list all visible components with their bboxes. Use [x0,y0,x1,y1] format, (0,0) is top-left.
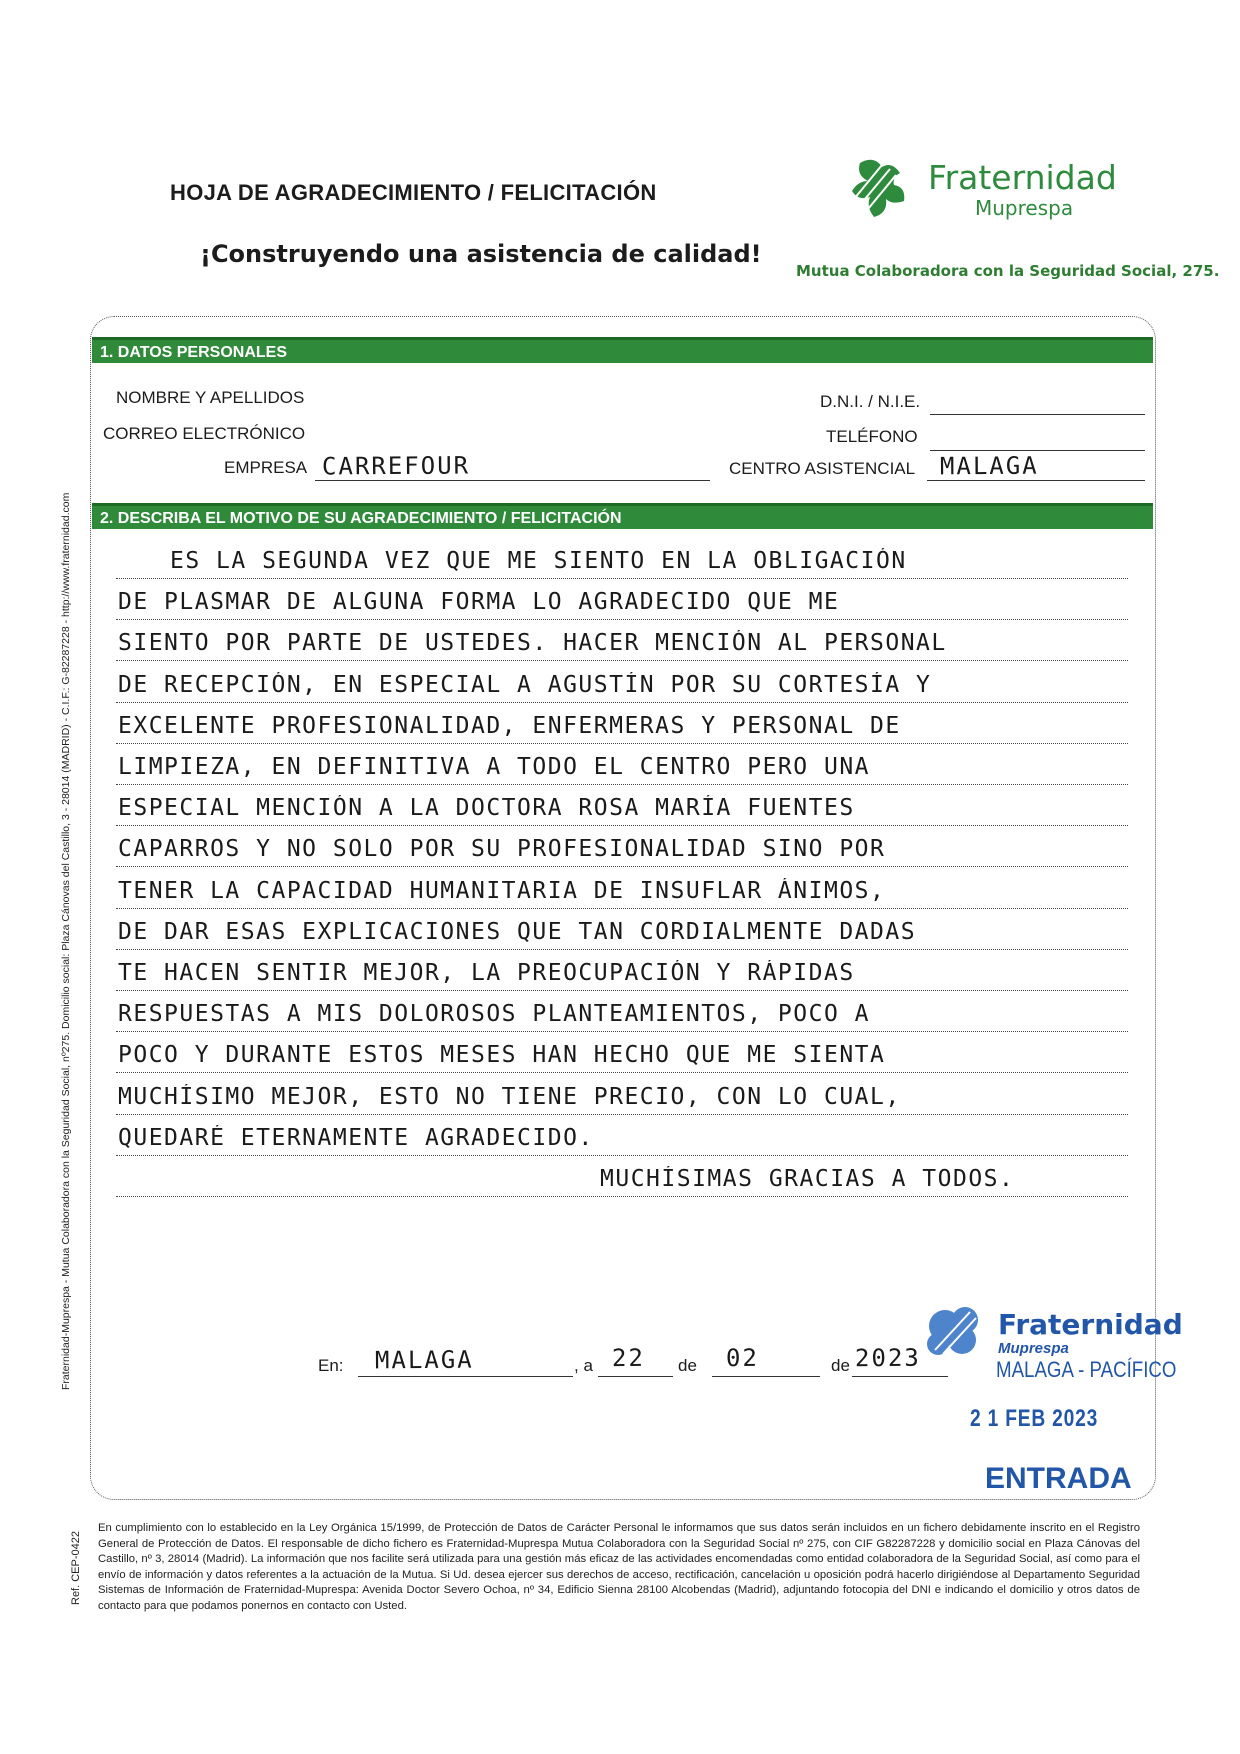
correo-label: CORREO ELECTRÓNICO [103,424,306,443]
month-line [712,1376,820,1377]
centro-value[interactable]: MALAGA [939,451,1039,481]
city-line [358,1376,573,1377]
mutua-caption: Mutua Colaboradora con la Seguridad Social, 275. [796,262,1220,280]
year-line [852,1376,948,1377]
en-label: En: [318,1356,344,1375]
message-line: ES LA SEGUNDA VEZ QUE ME SIENTO EN LA OBLIGACIÓN [170,548,907,574]
fraternidad-logo-icon [830,155,925,230]
stamp-logo-icon [910,1298,1000,1368]
message-line: EXCELENTE PROFESIONALIDAD, ENFERMERAS Y PERSONAL DE [118,713,901,739]
reference-code: Ref. CEP-0422 [70,1531,82,1605]
ruled-line [116,660,1128,661]
message-line: DE DAR ESAS EXPLICACIONES QUE TAN CORDIALMENTE DADAS [118,919,917,945]
nombre-label: NOMBRE Y APELLIDOS [116,388,305,407]
stamp-date: 2 1 FEB 2023 [970,1405,1099,1432]
ruled-line [116,702,1128,703]
message-line: MUCHÍSIMAS GRACIAS A TODOS. [600,1166,1015,1192]
message-line: TE HACEN SENTIR MEJOR, LA PREOCUPACIÓN Y RÁPIDAS [118,960,855,986]
de1-label: de [678,1356,697,1375]
day-line [598,1376,673,1377]
message-line: DE RECEPCIÓN, EN ESPECIAL A AGUSTÍN POR SU CORTESÍA Y [118,672,932,698]
month-value[interactable]: 02 [725,1343,760,1373]
telefono-label: TELÉFONO [826,427,918,446]
section2-heading: 2. DESCRIBA EL MOTIVO DE SU AGRADECIMIENTO / FELICITACIÓN [92,503,1153,529]
message-line: DE PLASMAR DE ALGUNA FORMA LO AGRADECIDO QUE ME [118,589,840,615]
message-line: ESPECIAL MENCIÓN A LA DOCTORA ROSA MARÍA FUENTES [118,795,855,821]
message-line: SIENTO POR PARTE DE USTEDES. HACER MENCIÓN AL PERSONAL [118,630,947,656]
ruled-line [116,1114,1128,1115]
ruled-line [116,1155,1128,1156]
stamp-sub: Muprespa [998,1340,1069,1357]
ruled-line [116,825,1128,826]
ruled-line [116,784,1128,785]
ruled-line [116,1031,1128,1032]
ruled-line [116,1196,1128,1197]
message-line: POCO Y DURANTE ESTOS MESES HAN HECHO QUE ME SIENTA [118,1042,886,1068]
empresa-label: EMPRESA [224,458,308,477]
centro-label: CENTRO ASISTENCIAL [729,459,916,478]
de2-label: de [831,1356,850,1375]
message-line: RESPUESTAS A MIS DOLOROSOS PLANTEAMIENTOS, POCO A [118,1001,871,1027]
stamp-name: Fraternidad [998,1308,1183,1341]
ruled-line [116,866,1128,867]
logo-name: Fraternidad [928,158,1117,197]
dni-label: D.N.I. / N.I.E. [820,392,921,411]
logo-sub: Muprespa [975,196,1074,220]
ruled-line [116,908,1128,909]
stamp-entrada: ENTRADA [985,1462,1132,1495]
dni-field[interactable] [930,414,1145,415]
legal-notice: En cumplimiento con lo establecido en la Ley Orgánica 15/1999, de Protección de Datos de Carácter Personal le informamos que sus datos serán incluidos en un fichero debidamente inscrito en el Registro General de Protección de Datos. El responsable de dicho fichero es Fraternidad-Muprespa Mutua Colaboradora con la Seguridad Social nº 275, con CIF G82287228 y domicilio social en Plaza Cánovas del Castillo, nº 3, 28014 (Madrid). La información que nos facilite será utilizada para una gestión más eficaz de las actividades encomendadas como entidad colaboradora de la Seguridad Social, así como para el envío de información y datos referentes a la actuación de la Mutua. Si Ud. desea ejercer sus derechos de acceso, rectificación, cancelación u oposición podrá hacerlo dirigiéndose al Departamento Seguridad Sistemas de Información de Fraternidad-Muprespa: Avenida Doctor Severo Ochoa, nº 34, Edificio Sienna 28100 Alcobendas (Madrid), adjuntando fotocopia del DNI e indicando el domicilio y otros datos de contacto para que podamos ponernos en contacto con Usted. [98,1522,1140,1612]
ruled-line [116,990,1128,991]
message-line: TENER LA CAPACIDAD HUMANITARIA DE INSUFLAR ÁNIMOS, [118,878,886,904]
empresa-value[interactable]: CARREFOUR [321,451,471,481]
ruled-line [116,578,1128,579]
document-title: HOJA DE AGRADECIMIENTO / FELICITACIÓN [170,180,657,205]
message-line: CAPARROS Y NO SOLO POR SU PROFESIONALIDAD SINO POR [118,836,886,862]
message-line: LIMPIEZA, EN DEFINITIVA A TODO EL CENTRO PERO UNA [118,754,871,780]
ruled-line [116,949,1128,950]
city-value[interactable]: MALAGA [374,1345,474,1375]
centro-field [927,480,1145,481]
side-vertical-text: Fraternidad-Muprespa - Mutua Colaboradora con la Seguridad Social, nº275. Domicilio social: Plaza Cánovas del Castillo, 3 - 28014 (MADRID) - C.I.F.: G-82287228 - http://www.fraternidad.com [60,492,72,1390]
a-label: , a [574,1356,593,1375]
day-value[interactable]: 22 [611,1343,646,1373]
empresa-field [315,480,710,481]
section1-heading: 1. DATOS PERSONALES [92,337,1153,363]
message-line: MUCHÍSIMO MEJOR, ESTO NO TIENE PRECIO, CON LO CUAL, [118,1084,901,1110]
ruled-line [116,743,1128,744]
ruled-line [116,619,1128,620]
message-line: QUEDARÉ ETERNAMENTE AGRADECIDO. [118,1125,594,1151]
year-value[interactable]: 2023 [854,1343,921,1373]
document-subtitle: ¡Construyendo una asistencia de calidad! [200,240,762,268]
stamp-location: MALAGA - PACÍFICO [996,1357,1177,1382]
ruled-line [116,1072,1128,1073]
